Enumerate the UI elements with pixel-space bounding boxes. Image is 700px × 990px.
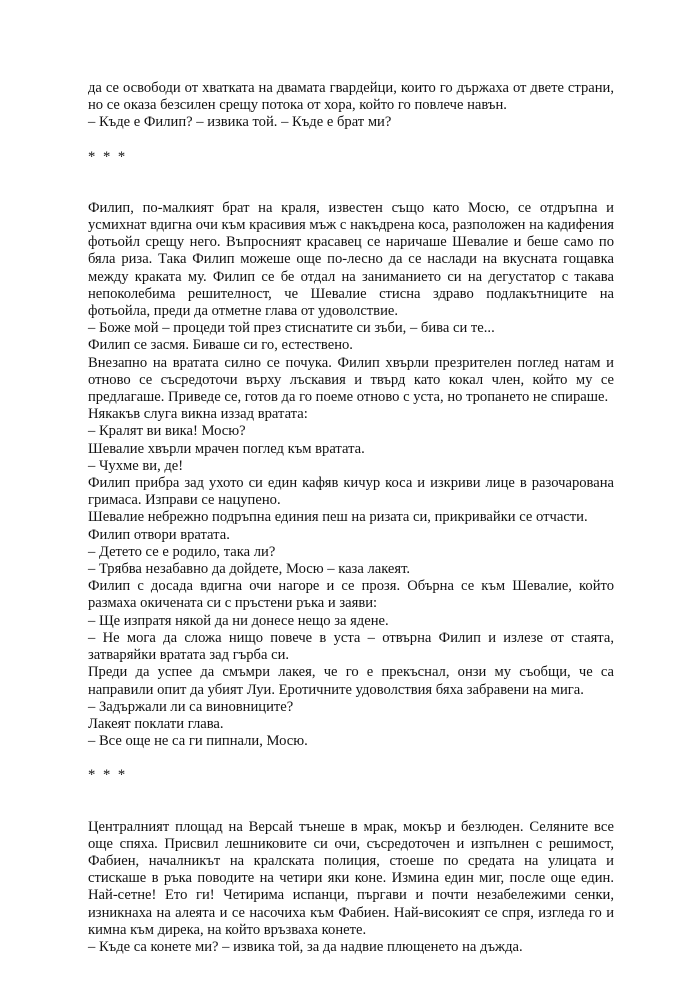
text-line: Филип отвори вратата. [88, 526, 230, 543]
dialogue-line: – Чухме ви, де! [88, 457, 184, 474]
dialogue-line: – Къде са конете ми? – извика той, за да надвие плющенето на дъжда. [88, 938, 523, 955]
dialogue-line: – Все още не са ги пипнали, Мосю. [88, 733, 308, 750]
text-line: Филип се засмя. Биваше си го, естествено. [88, 337, 353, 354]
paragraph: Внезапно на вратата силно се почука. Филип хвърли презрителен поглед натам и отново се съсредоточи върху лъскавия и твърд като кокал член, който му се предлагаше. Приведе се, готов да го поеме отново с уста, но тропането не спираше. [88, 354, 614, 406]
section-separator: * * * [88, 767, 128, 784]
dialogue-line: – Боже мой – процеди той през стиснатите си зъби, – бива си те... [88, 320, 495, 337]
dialogue-line: – Трябва незабавно да дойдете, Мосю – каза лакеят. [88, 561, 411, 578]
document-page [88, 80, 614, 956]
dialogue-paragraph: – Не мога да сложа нищо повече в уста – отвърна Филип и излезе от стаята, затваряйки вратата зад гърба си. [88, 629, 614, 664]
dialogue-line: – Къде е Филип? – извика той. – Къде е брат ми? [88, 114, 392, 131]
text-line: Шевалие хвърли мрачен поглед към вратата. [88, 440, 365, 457]
paragraph: Филип с досада вдигна очи нагоре и се прозя. Обърна се към Шевалие, който размаха окичената си с пръстени ръка и заяви: [88, 578, 614, 612]
paragraph: да се освободи от хватката на двамата гвардейци, които го държаха от двете страни, но се оказа безсилен срещу потока от хора, който го повлече навън. [88, 80, 614, 114]
paragraph: Филип, по-малкият брат на краля, известен също като Мосю, се отдръпна и усмихнат вдигна очи към красивия мъж с накъдрена коса, разположен на кадифения фотьойл срещу него. Въпросният красавец се наричаше Шевалие и беше само по бяла риза. Така Филип можеше още по-лесно да се наслади на вкусната гощавка между краката му. Филип се бе отдал на заниманието си на дегустатор с такава непоколебима решителност, че Шевалие стисна здраво подлакътниците на фотьойла, преди да отметне глава от удоволствие. [88, 199, 614, 320]
dialogue-line: – Детето се е родило, така ли? [88, 543, 276, 560]
paragraph: Преди да успее да смъмри лакея, че го е прекъснал, онзи му съобщи, че са направили опит да убият Луи. Еротичните удоволствия бяха забравени на мига. [88, 664, 614, 698]
text-line: Някакъв слуга викна иззад вратата: [88, 406, 308, 423]
text-line: Лакеят поклати глава. [88, 715, 224, 732]
paragraph: Филип прибра зад ухото си един кафяв кичур коса и изкриви лице в разочарована гримаса. Изправи се нацупено. [88, 475, 614, 509]
text-line: Шевалие небрежно подръпна единия пеш на ризата си, прикривайки се отчасти. [88, 509, 588, 526]
section-separator: * * * [88, 148, 128, 165]
dialogue-line: – Задържали ли са виновниците? [88, 698, 294, 715]
dialogue-line: – Кралят ви вика! Мосю? [88, 423, 246, 440]
paragraph: Централният площад на Версай тънеше в мрак, мокър и безлюден. Селяните все още спяха. Присвил лешниковите си очи, съсредоточен и изпълнен с решимост, Фабиен, началникът на кралската полиция, стоеше по средата на улицата и стискаше в ръка поводите на четири яки коне. Измина един миг, после още един. Най-сетне! Ето ги! Четирима испанци, пъргави и почти незабележими сенки, изникнаха на алеята и се насочиха към Фабиен. Най-високият се спря, изгледа го и кимна към дирека, на който връзваха конете. [88, 818, 614, 938]
dialogue-line: – Ще изпратя някой да ни донесе нещо за ядене. [88, 612, 389, 629]
